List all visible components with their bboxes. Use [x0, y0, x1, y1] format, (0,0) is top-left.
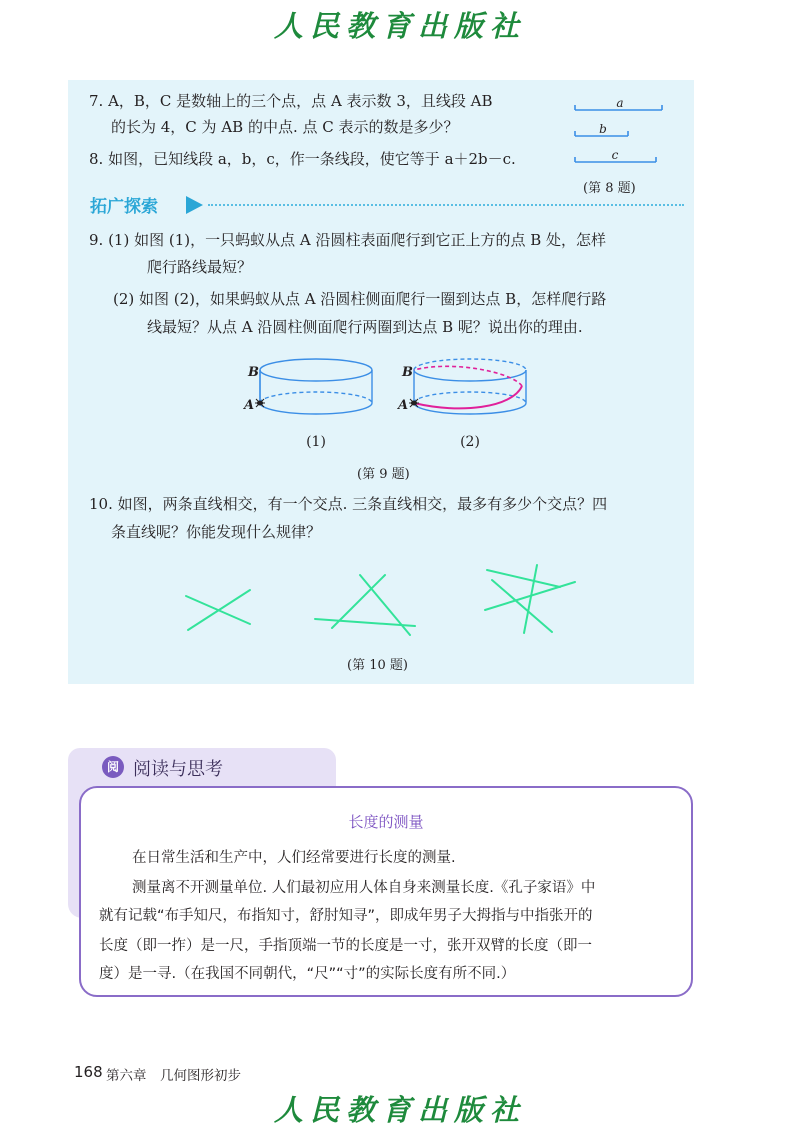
two-lines-line-2 [188, 590, 250, 630]
figure-9-sub-2: (2) [460, 434, 480, 450]
three-lines-line-2 [332, 575, 385, 628]
intersecting-lines-figure-q10 [180, 560, 590, 644]
reading-section-title: 阅读与思考 [133, 759, 223, 780]
point-b-label-2: B [402, 365, 413, 380]
reading-line-3: 就有记载“布手知尺，布指知寸，舒肘知寻”，即成年男子大拇指与中指张开的 [99, 908, 593, 924]
segment-label-a: a [616, 96, 624, 110]
figure-9-sub-1: (1) [306, 434, 326, 450]
question-7-line-2: 的长为 4，C 为 AB 的中点. 点 C 表示的数是多少？ [111, 118, 459, 136]
four-lines-line-4 [524, 565, 537, 633]
figure-8-caption: (第 8 题) [583, 181, 636, 196]
figure-9-caption: (第 9 题) [357, 467, 410, 482]
cylinder-1 [260, 359, 372, 414]
question-8: 8. 如图，已知线段 a，b，c，作一条线段，使它等于 a＋2b－c. [89, 150, 516, 168]
reading-badge-icon: 阅 [102, 756, 124, 778]
section-title: 拓广探索 [90, 197, 158, 217]
chapter-title: 第六章 几何图形初步 [106, 1068, 241, 1084]
question-9-2-line-1: (2) 如图 (2)，如果蚂蚁从点 A 沿圆柱侧面爬行一圈到达点 B，怎样爬行路 [113, 290, 607, 308]
publisher-logo-bottom: 人民教育出版社 [273, 1093, 526, 1127]
question-10-line-2: 条直线呢？你能发现什么规律？ [111, 523, 322, 541]
question-9-2-line-2: 线最短？从点 A 沿圆柱侧面爬行两圈到达点 B 呢？说出你的理由. [147, 318, 583, 336]
question-9-1-line-2: 爬行路线最短？ [147, 258, 253, 276]
point-a-label-1: A [244, 398, 255, 413]
three-lines-line-3 [360, 575, 410, 635]
figure-10-caption: (第 10 题) [347, 658, 408, 673]
ant-path-front [414, 386, 522, 408]
section-header [90, 192, 686, 218]
point-b-label-1: B [248, 365, 259, 380]
page-number: 168 [74, 1063, 103, 1081]
question-10-line-1: 10. 如图，两条直线相交，有一个交点. 三条直线相交，最多有多少个交点？四 [89, 495, 608, 513]
question-7-line-1: 7. A，B，C 是数轴上的三个点，点 A 表示数 3，且线段 AB [89, 92, 493, 110]
reading-line-1: 在日常生活和生产中，人们经常要进行长度的测量. [132, 850, 456, 866]
question-9-1-line-1: 9. (1) 如图 (1)，一只蚂蚁从点 A 沿圆柱表面爬行到它正上方的点 B 处，怎样 [89, 231, 607, 249]
ant-path-back [414, 366, 522, 386]
reading-line-5: 度）是一寻.（在我国不同朝代，“尺”“寸”的实际长度有所不同.） [99, 966, 516, 982]
reading-heading: 长度的测量 [348, 813, 424, 831]
cylinders-figure-q9 [230, 350, 550, 454]
publisher-logo-top: 人民教育出版社 [273, 9, 526, 43]
section-divider [208, 204, 684, 206]
point-a-label-2: A [398, 398, 409, 413]
segment-label-b: b [599, 122, 607, 136]
reading-line-4: 长度（即一拃）是一尺，手指顶端一节的长度是一寸，张开双臂的长度（即一 [99, 938, 592, 954]
section-arrow-icon [186, 196, 203, 214]
reading-line-2: 测量离不开测量单位. 人们最初应用人体自身来测量长度.《孔子家语》中 [132, 880, 596, 896]
segment-label-c: c [611, 148, 619, 162]
